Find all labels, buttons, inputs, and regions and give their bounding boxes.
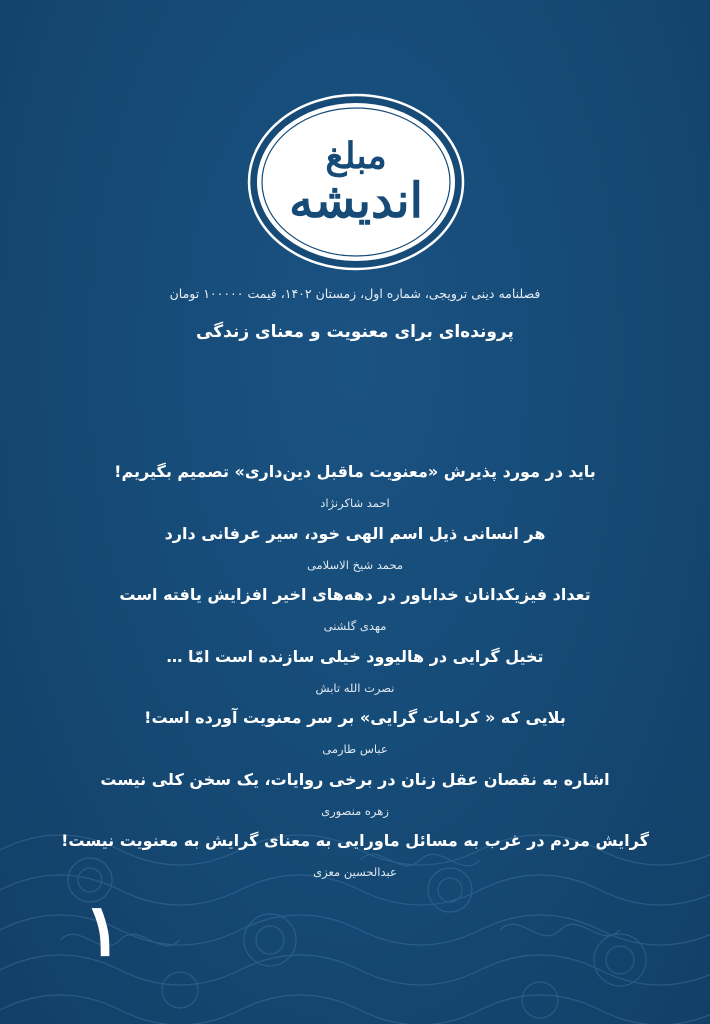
- article-item: [40, 645, 670, 707]
- article-author: احمد شاکرنژاد: [320, 496, 390, 510]
- article-item: [40, 522, 670, 584]
- article-author: محمد شیخ الاسلامی: [306, 557, 404, 572]
- article-title: هر انسانی ذیل اسم الهی خود، سیر عرفانی دارد: [164, 523, 546, 543]
- article-item: [40, 706, 670, 768]
- article-list: [40, 460, 670, 891]
- article-title: باید در مورد پذیرش «معنویت ماقبل دین‌داری» تصمیم بگیریم!: [114, 462, 596, 481]
- article-item: [40, 768, 670, 830]
- article-item: [40, 829, 670, 891]
- issue-number: ۱: [83, 887, 123, 972]
- article-author: عبدالحسین معزی: [313, 865, 397, 879]
- article-title: تعداد فیزیکدانان خداباور در دهه‌های اخیر افزایش یافته است: [119, 585, 591, 604]
- article-author: عباس طارمی: [322, 742, 388, 756]
- article-title: گرایش مردم در غرب به مسائل ماورایی به معنای گرایش به معنویت نیست!: [61, 831, 649, 850]
- article-item: [40, 583, 670, 645]
- article-author: مهدی گلشنی: [323, 619, 387, 633]
- article-title: تخیل گرایی در هالیوود خیلی سازنده است امّا …: [166, 646, 544, 666]
- logo-line-2: اندیشه: [289, 172, 423, 229]
- dossier-title: پرونده‌ای برای معنویت و معنای زندگی: [196, 322, 514, 342]
- article-item: [40, 460, 670, 522]
- article-author: نصرت الله تابش: [315, 680, 395, 695]
- logo-wordmark: [246, 92, 466, 272]
- article-title: اشاره به نقصان عقل زنان در برخی روایات، یک سخن کلی نیست: [100, 769, 610, 789]
- logo-line-1: مبلغ: [325, 134, 387, 177]
- issue-subtitle: فصلنامه دینی ترویجی، شماره اول، زمستان ۱۴۰۲، قیمت ۱۰۰۰۰۰ تومان: [169, 286, 541, 301]
- magazine-logo: [246, 92, 466, 272]
- article-title: بلایی که « کرامات گرایی» بر سر معنویت آورده است!: [144, 708, 566, 727]
- article-author: زهره منصوری: [321, 803, 389, 818]
